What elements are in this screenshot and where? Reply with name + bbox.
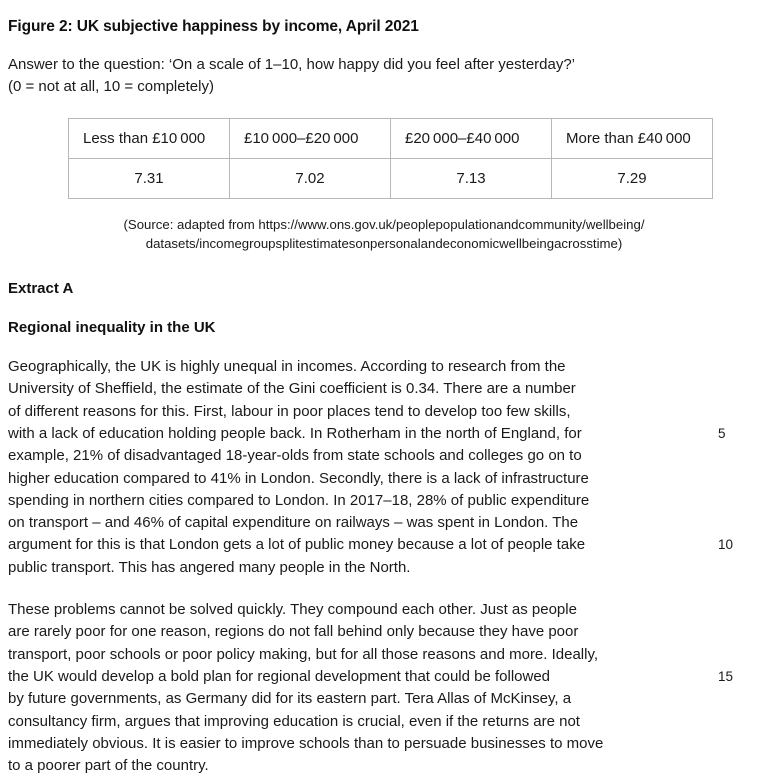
text-line: are rarely poor for one reason, regions do not fall behind only because they have poor: [8, 623, 579, 641]
text-line: to a poorer part of the country.: [8, 757, 209, 775]
text-line: higher education compared to 41% in London. Secondly, there is a lack of infrastructure: [8, 469, 589, 487]
text-line: University of Sheffield, the estimate of the Gini coefficient is 0.34. There are a number: [8, 380, 576, 398]
text-line: public transport. This has angered many people in the North.: [8, 558, 411, 576]
line-number: 15: [718, 668, 734, 684]
line-number: 5: [718, 425, 726, 441]
happiness-table-wrapper: [68, 118, 713, 199]
text-line: spending in northern cities compared to London. In 2017–18, 28% of public expenditure: [8, 491, 590, 509]
source-line-1: (Source: adapted from https://www.ons.gov.uk/peoplepopulationandcommunity/wellbeing/: [123, 216, 645, 232]
happiness-by-income-table: [68, 118, 713, 199]
text-line: Geographically, the UK is highly unequal in incomes. According to research from the: [8, 358, 566, 376]
text-line: example, 21% of disadvantaged 18-year-olds from state schools and colleges go on to: [8, 447, 582, 465]
table-value-cell: 7.29: [552, 158, 713, 198]
table-value-cell: 7.31: [69, 158, 230, 198]
extract-subtitle: Regional inequality in the UK: [8, 319, 216, 337]
table-value-cell: 7.02: [230, 158, 391, 198]
text-line: the UK would develop a bold plan for regional development that could be followed 15: [8, 666, 760, 688]
question-line-2: (0 = not at all, 10 = completely): [8, 77, 214, 95]
source-line-2: datasets/incomegroupsplitestimatesonpersonalandeconomicwellbeingacrosstime): [145, 236, 623, 252]
text-line: by future governments, as Germany did for its eastern part. Tera Allas of McKinsey, a: [8, 690, 572, 708]
question-line-1: Answer to the question: ‘On a scale of 1–10, how happy did you feel after yesterday?’: [8, 56, 576, 73]
line-number: 10: [718, 537, 734, 553]
extract-label: Extract A: [8, 280, 74, 298]
source-citation: [8, 215, 760, 255]
text-line: argument for this is that London gets a lot of public money because a lot of people take 10: [8, 534, 760, 556]
text-line: of different reasons for this. First, labour in poor places tend to develop too few skills,: [8, 402, 571, 420]
figure-title: Figure 2: UK subjective happiness by income, April 2021: [8, 18, 419, 35]
table-header-row: [69, 118, 713, 158]
text-line: with a lack of education holding people back. In Rotherham in the north of England, for 5: [8, 423, 760, 445]
table-row: [69, 158, 713, 198]
figure-question: [8, 54, 760, 98]
text-line: on transport – and 46% of capital expenditure on railways – was spent in London. The: [8, 514, 579, 532]
text-line: These problems cannot be solved quickly. They compound each other. Just as people: [8, 601, 577, 619]
text-line: transport, poor schools or poor policy making, but for all those reasons and more. Ideally,: [8, 645, 599, 663]
text-line: immediately obvious. It is easier to improve schools than to persuade businesses to move: [8, 734, 604, 752]
extract-body: [8, 356, 760, 777]
table-header-cell: £10 000–£20 000: [230, 118, 391, 158]
table-header-cell: Less than £10 000: [69, 118, 230, 158]
table-header-cell: More than £40 000: [552, 118, 713, 158]
table-value-cell: 7.13: [391, 158, 552, 198]
paragraph-2: [8, 599, 760, 777]
table-header-cell: £20 000–£40 000: [391, 118, 552, 158]
text-line: consultancy firm, argues that improving education is crucial, even if the returns are not: [8, 712, 580, 730]
paragraph-1: [8, 356, 760, 579]
